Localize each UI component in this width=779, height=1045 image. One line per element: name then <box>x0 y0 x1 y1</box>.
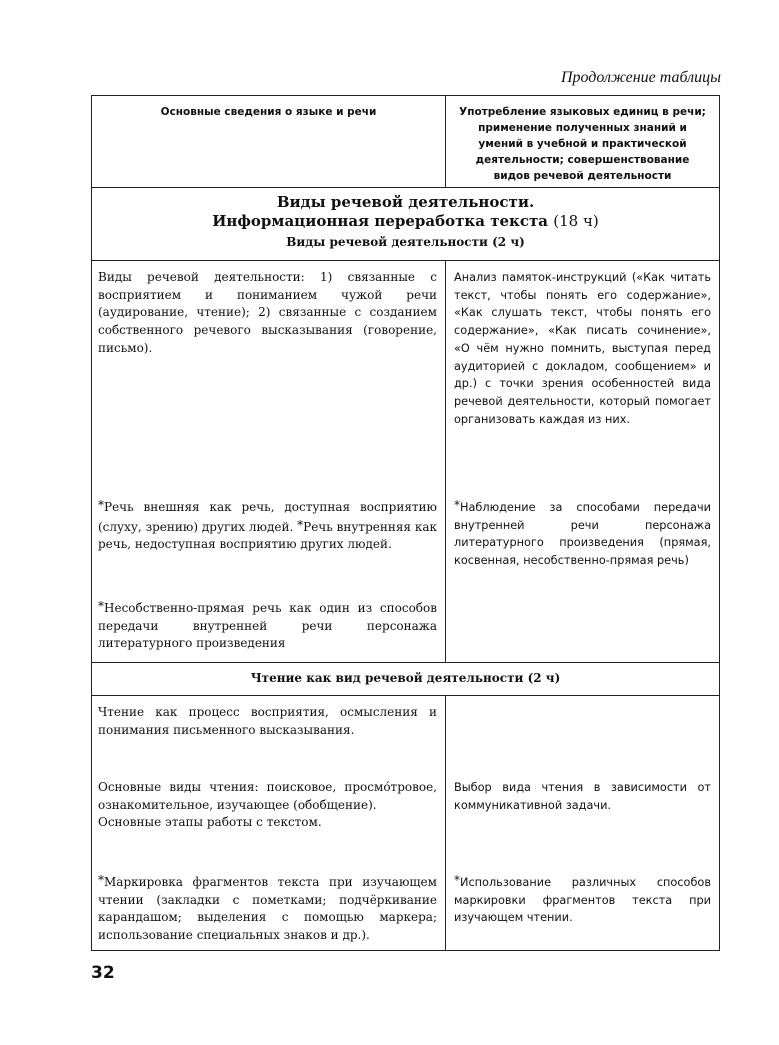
section1-left-block-2a: Речь внешняя как речь, доступная восприятию (слуху, зрению) других людей. <box>98 500 437 534</box>
continued-label: Продолжение таблицы <box>560 69 721 86</box>
section2-right-block-2: Выбор вида чтения в зависимости от коммуникативной задачи. <box>454 781 711 812</box>
star-mark: * <box>297 517 304 532</box>
star-mark: * <box>98 599 104 613</box>
section-heading-2: Чтение как вид речевой деятельности (2 ч) <box>92 663 719 696</box>
table-header-row <box>92 96 719 188</box>
section1-left-block-1: Виды речевой деятельности: 1) связанные с восприятием и пониманием чужой речи (аудирование, чтение); 2) связанные с созданием собственного речевого высказывания (говорение, письмо). <box>98 270 437 355</box>
section-title-line1: Виды речевой деятельности. <box>276 193 535 211</box>
curriculum-table <box>91 95 720 951</box>
section1-left-block-2b: Речь внутренняя как речь, недоступная восприятию других людей. <box>98 519 437 552</box>
section2-left-block-2a: Основные виды чтения: поисковое, просмо́тровое, ознакомительное, изучающее (обобщение). <box>98 780 437 812</box>
section2-right-block-3-text: Использование различных способов маркировки фрагментов текста при изучающем чтении. <box>454 876 711 925</box>
star-mark: * <box>98 498 104 512</box>
section2-left-block-1: Чтение как процесс восприятия, осмысления и понимания письменного высказывания. <box>98 705 437 737</box>
section2-left-block-3-text: Маркировка фрагментов текста при изучающем чтении (закладки с пометками; подчёркивание карандашом; выделения с помощью маркера; использование специальных знаков и др.). <box>98 875 437 943</box>
star-mark: * <box>454 873 460 887</box>
section1-right-block-1: Анализ памяток-инструкций («Как читать текст, чтобы понять его содержание», «Как слушать текст, чтобы понять его содержание», «Как писать сочинение», «О чём нужно помнить, выступая перед аудиторией с докладом, сообщением» и др.) с точки зрения особенностей вида речевой деятельности, который помогает организовать каждая из них. <box>454 271 711 426</box>
section-subtitle: Виды речевой деятельности (2 ч) <box>286 235 525 249</box>
section1-right-block-2 <box>454 497 711 570</box>
section2-right-cell <box>446 696 719 950</box>
star-mark: * <box>98 873 104 887</box>
section2-right-block-1 <box>454 704 711 762</box>
section1-left-block-2 <box>98 497 437 581</box>
section-title-line2-text: Информационная переработка текста <box>212 212 549 230</box>
section2-left-block-2b: Основные этапы работы с текстом. <box>98 815 322 830</box>
section1-body-row <box>92 261 719 663</box>
section-title-line2 <box>92 212 719 231</box>
section1-left-block-3 <box>98 598 437 653</box>
section-heading-1 <box>92 188 719 261</box>
section1-right-cell <box>446 261 719 662</box>
page-number: 32 <box>91 963 115 983</box>
section2-left-cell <box>92 696 446 950</box>
section1-right-block-2-text: Наблюдение за способами передачи внутренней речи персонажа литературного произведения (прямая, косвенная, несобственно-прямая речь) <box>454 501 711 568</box>
header-left: Основные сведения о языке и речи <box>92 96 446 187</box>
section1-left-block-3-text: Несобственно-прямая речь как один из способов передачи внутренней речи персонажа литературного произведения <box>98 601 437 651</box>
section2-left-block-3 <box>98 872 437 945</box>
section2-left-block-2 <box>98 779 437 855</box>
section1-left-cell <box>92 261 446 662</box>
section2-right-block-3 <box>454 872 711 927</box>
section-hours: (18 ч) <box>553 212 599 230</box>
header-right: Употребление языковых единиц в речи; применение полученных знаний и умений в учебной и практической деятельности; совершенствование видов речевой деятельности <box>459 106 706 182</box>
section2-body-row <box>92 696 719 950</box>
star-mark: * <box>454 498 460 512</box>
